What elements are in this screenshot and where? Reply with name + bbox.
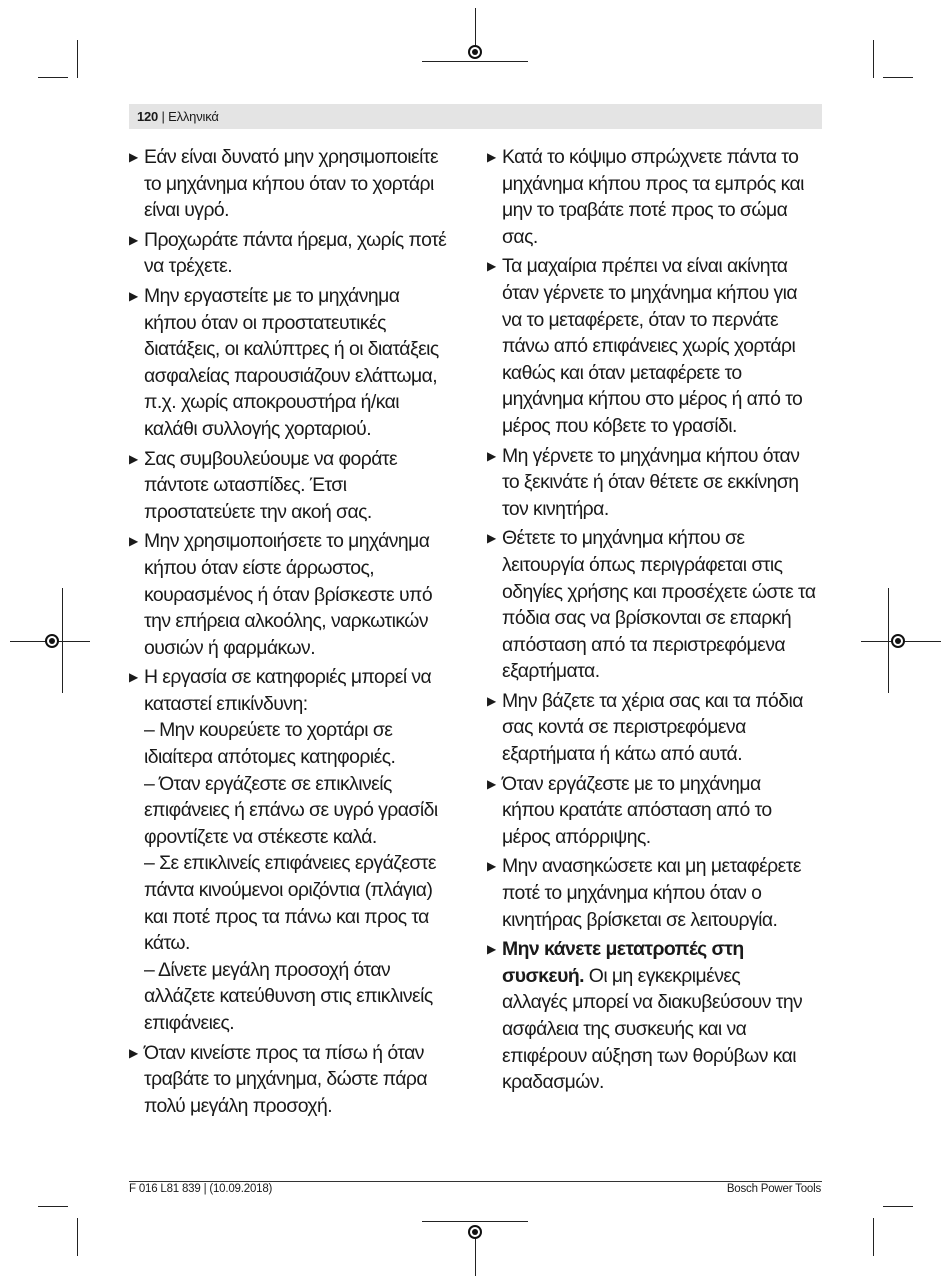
instruction-line: εξαρτήματα.: [502, 660, 600, 683]
instruction-line: μέρος που κόβετε το γρασίδι.: [502, 414, 737, 437]
instruction-line: κήπου κρατάτε απόσταση από το: [502, 799, 772, 822]
page-header: [129, 104, 822, 129]
instruction-line: κάτω.: [144, 932, 190, 955]
instruction-line: οδηγίες χρήσης και προσέχετε ώστε τα: [502, 580, 816, 603]
instruction-line: π.χ. χωρίς αποκρουστήρα ή/και: [144, 391, 400, 414]
instruction-line: όταν γέρνετε το μηχάνημα κήπου για: [502, 281, 798, 304]
registration-mark-icon: [468, 45, 482, 59]
safety-instruction-item: [129, 446, 465, 526]
instruction-line: Σας συμβουλεύουμε να φοράτε: [144, 447, 398, 470]
crop-mark: [422, 61, 528, 62]
bullet-arrow-icon: ▶: [129, 288, 138, 303]
bullet-arrow-icon: ▶: [487, 859, 496, 874]
instruction-line: πάντοτε ωτασπίδες. Έτσι: [144, 474, 347, 497]
instruction-line: τον κινητήρα.: [502, 497, 609, 520]
instruction-line: λειτουργία όπως περιγράφεται στις: [502, 553, 783, 576]
instruction-line: καθώς και όταν μεταφέρετε το: [502, 361, 742, 384]
instruction-line: προστατεύετε την ακοή σας.: [144, 500, 372, 523]
safety-instruction-item: [129, 664, 465, 1036]
header-language: Ελληνικά: [168, 109, 219, 124]
footer-rule: [129, 1181, 822, 1182]
instruction-line: Όταν κινείστε προς τα πίσω ή όταν: [144, 1041, 424, 1064]
instruction-line: κήπου όταν οι προστατευτικές: [144, 311, 386, 334]
instruction-line: μην το τραβάτε ποτέ προς το σώμα: [502, 199, 788, 222]
safety-instruction-item: [487, 771, 827, 851]
instruction-line: την επήρεια αλκοόλης, ναρκωτικών: [144, 610, 428, 633]
instruction-line: κουρασμένος ή όταν βρίσκεστε υπό: [144, 583, 433, 606]
instruction-line: αλλαγές μπορεί να διακυβεύσουν την: [502, 991, 803, 1014]
instruction-line: και ποτέ προς τα πάνω και προς τα: [144, 905, 429, 928]
safety-instruction-item: [129, 283, 465, 443]
instruction-line: Μην κάνετε μετατροπές στη: [502, 938, 744, 961]
bullet-arrow-icon: ▶: [487, 448, 496, 463]
crop-mark: [77, 40, 78, 78]
safety-instruction-item: [129, 1040, 465, 1120]
footer-doc-code: F 016 L81 839 | (10.09.2018): [129, 1183, 273, 1195]
safety-instruction-item: [487, 525, 827, 685]
instruction-line: πάνω από επιφάνειες χωρίς χορτάρι: [502, 335, 796, 358]
instruction-line: σας κοντά σε περιστρεφόμενα: [502, 716, 746, 739]
safety-instruction-item: [487, 853, 827, 933]
bullet-arrow-icon: ▶: [487, 942, 496, 957]
crop-mark: [77, 1218, 78, 1256]
instruction-line: μηχάνημα κήπου στο μέρος ή από το: [502, 388, 803, 411]
instruction-line: Τα μαχαίρια πρέπει να είναι ακίνητα: [502, 255, 788, 278]
safety-instruction-item: [129, 227, 465, 280]
bullet-arrow-icon: ▶: [487, 259, 496, 274]
registration-mark-icon: [45, 634, 59, 648]
safety-instruction-item: [487, 253, 827, 439]
instruction-line: ουσιών ή φαρμάκων.: [144, 636, 316, 659]
crop-mark: [883, 1206, 913, 1207]
instruction-line: Θέτετε το μηχάνημα κήπου σε: [502, 527, 745, 550]
bullet-arrow-icon: ▶: [129, 1045, 138, 1060]
instruction-line: σας.: [502, 225, 538, 248]
bullet-arrow-icon: ▶: [129, 451, 138, 466]
instruction-line: να τρέχετε.: [144, 255, 233, 278]
instruction-line: ιδιαίτερα απότομες κατηφοριές.: [144, 746, 396, 769]
left-column: [129, 144, 465, 1122]
page-header-text: 120 | Ελληνικά: [137, 109, 219, 124]
bullet-arrow-icon: ▶: [129, 534, 138, 549]
instruction-line: Μην βάζετε τα χέρια σας και τα πόδια: [502, 689, 803, 712]
crop-mark: [873, 40, 874, 78]
instruction-bold-text: συσκευή.: [502, 964, 584, 987]
instruction-line: εξαρτήματα ή κάτω από αυτά.: [502, 743, 743, 766]
instruction-line: απόσταση από τα περιστρεφόμενα: [502, 633, 786, 656]
instruction-line: μέρος απόρριψης.: [502, 825, 651, 848]
instruction-line: να το μεταφέρετε, όταν το περνάτε: [502, 308, 779, 331]
crop-mark: [883, 77, 913, 78]
instruction-line: Όταν εργάζεστε με το μηχάνημα: [502, 772, 761, 795]
instruction-line: πάντα κινούμενοι οριζόντια (πλάγια): [144, 879, 433, 902]
bullet-arrow-icon: ▶: [129, 232, 138, 247]
instruction-line: το ξεκινάτε ή όταν θέτετε σε εκκίνηση: [502, 471, 799, 494]
instruction-line: – Σε επικλινείς επιφάνειες εργάζεστε: [144, 852, 436, 875]
instruction-line: φροντίζετε να στέκεστε καλά.: [144, 825, 377, 848]
bullet-arrow-icon: ▶: [487, 776, 496, 791]
bullet-arrow-icon: ▶: [487, 531, 496, 546]
instruction-line: ποτέ το μηχάνημα κήπου όταν ο: [502, 882, 762, 905]
instruction-line: τραβάτε το μηχάνημα, δώστε πάρα: [144, 1068, 428, 1091]
instruction-line: αλλάζετε κατεύθυνση στις επικλινείς: [144, 985, 433, 1008]
instruction-line: είναι υγρό.: [144, 199, 230, 222]
right-column: [487, 144, 827, 1099]
safety-instruction-item: [487, 144, 827, 250]
instruction-line: ασφάλεια της συσκευής και να: [502, 1018, 747, 1040]
registration-mark-icon: [891, 634, 905, 648]
instruction-line: Μην εργαστείτε με το μηχάνημα: [144, 284, 400, 307]
instruction-line: – Όταν εργάζεστε σε επικλινείς: [144, 772, 392, 795]
instruction-line: – Μην κουρεύετε το χορτάρι σε: [144, 719, 393, 742]
instruction-line: μηχάνημα κήπου προς τα εμπρός και: [502, 172, 804, 195]
bullet-arrow-icon: ▶: [129, 150, 138, 164]
instruction-line: Προχωράτε πάντα ήρεμα, χωρίς ποτέ: [144, 228, 447, 251]
safety-instruction-item: [129, 144, 465, 224]
instruction-line: επιφέρουν αύξηση των θορύβων και: [502, 1044, 797, 1067]
safety-instruction-item: [487, 443, 827, 523]
instruction-line: επιφάνειες ή επάνω σε υγρό γρασίδι: [144, 799, 438, 822]
page-number: 120: [137, 109, 159, 124]
registration-mark-icon: [468, 1225, 482, 1239]
bullet-arrow-icon: ▶: [487, 150, 496, 164]
instruction-text: Οι μη εγκεκριμένες: [583, 964, 741, 987]
bullet-arrow-icon: ▶: [487, 693, 496, 708]
crop-mark: [422, 1221, 528, 1222]
instruction-line: Κατά το κόψιμο σπρώχνετε πάντα το: [502, 146, 799, 168]
instruction-line: κήπου όταν είστε άρρωστος,: [144, 556, 375, 579]
instruction-line: [502, 963, 827, 990]
bullet-arrow-icon: ▶: [129, 670, 138, 685]
crop-mark: [38, 77, 68, 78]
crop-mark: [873, 1218, 874, 1256]
instruction-line: Μη γέρνετε το μηχάνημα κήπου όταν: [502, 444, 800, 467]
instruction-line: Μην ανασηκώσετε και μη μεταφέρετε: [502, 855, 801, 878]
instruction-line: κινητήρας βρίσκεται σε λειτουργία.: [502, 908, 778, 931]
instruction-line: επιφάνειες.: [144, 1012, 235, 1034]
safety-instruction-item: [487, 688, 827, 768]
instruction-line: Η εργασία σε κατηφοριές μπορεί να: [144, 666, 432, 689]
instruction-line: Μην χρησιμοποιήσετε το μηχάνημα: [144, 530, 430, 553]
instruction-line: καταστεί επικίνδυνη:: [144, 692, 308, 715]
instruction-line: πόδια σας να βρίσκονται σε επαρκή: [502, 607, 792, 630]
instruction-line: ασφαλείας παρουσιάζουν ελάττωμα,: [144, 364, 438, 387]
instruction-line: – Δίνετε μεγάλη προσοχή όταν: [144, 958, 391, 981]
instruction-line: διατάξεις, οι καλύπτρες ή οι διατάξεις: [144, 338, 439, 361]
instruction-line: πολύ μεγάλη προσοχή.: [144, 1094, 333, 1117]
instruction-line: το μηχάνημα κήπου όταν το χορτάρι: [144, 172, 434, 195]
instruction-line: Εάν είναι δυνατό μην χρησιμοποιείτε: [144, 146, 439, 168]
instruction-line: κραδασμών.: [502, 1071, 604, 1094]
safety-instruction-item: [129, 528, 465, 661]
safety-instruction-item: [487, 936, 827, 1096]
footer-brand: Bosch Power Tools: [726, 1183, 821, 1195]
instruction-line: καλάθι συλλογής χορταριού.: [144, 417, 372, 440]
crop-mark: [38, 1206, 68, 1207]
